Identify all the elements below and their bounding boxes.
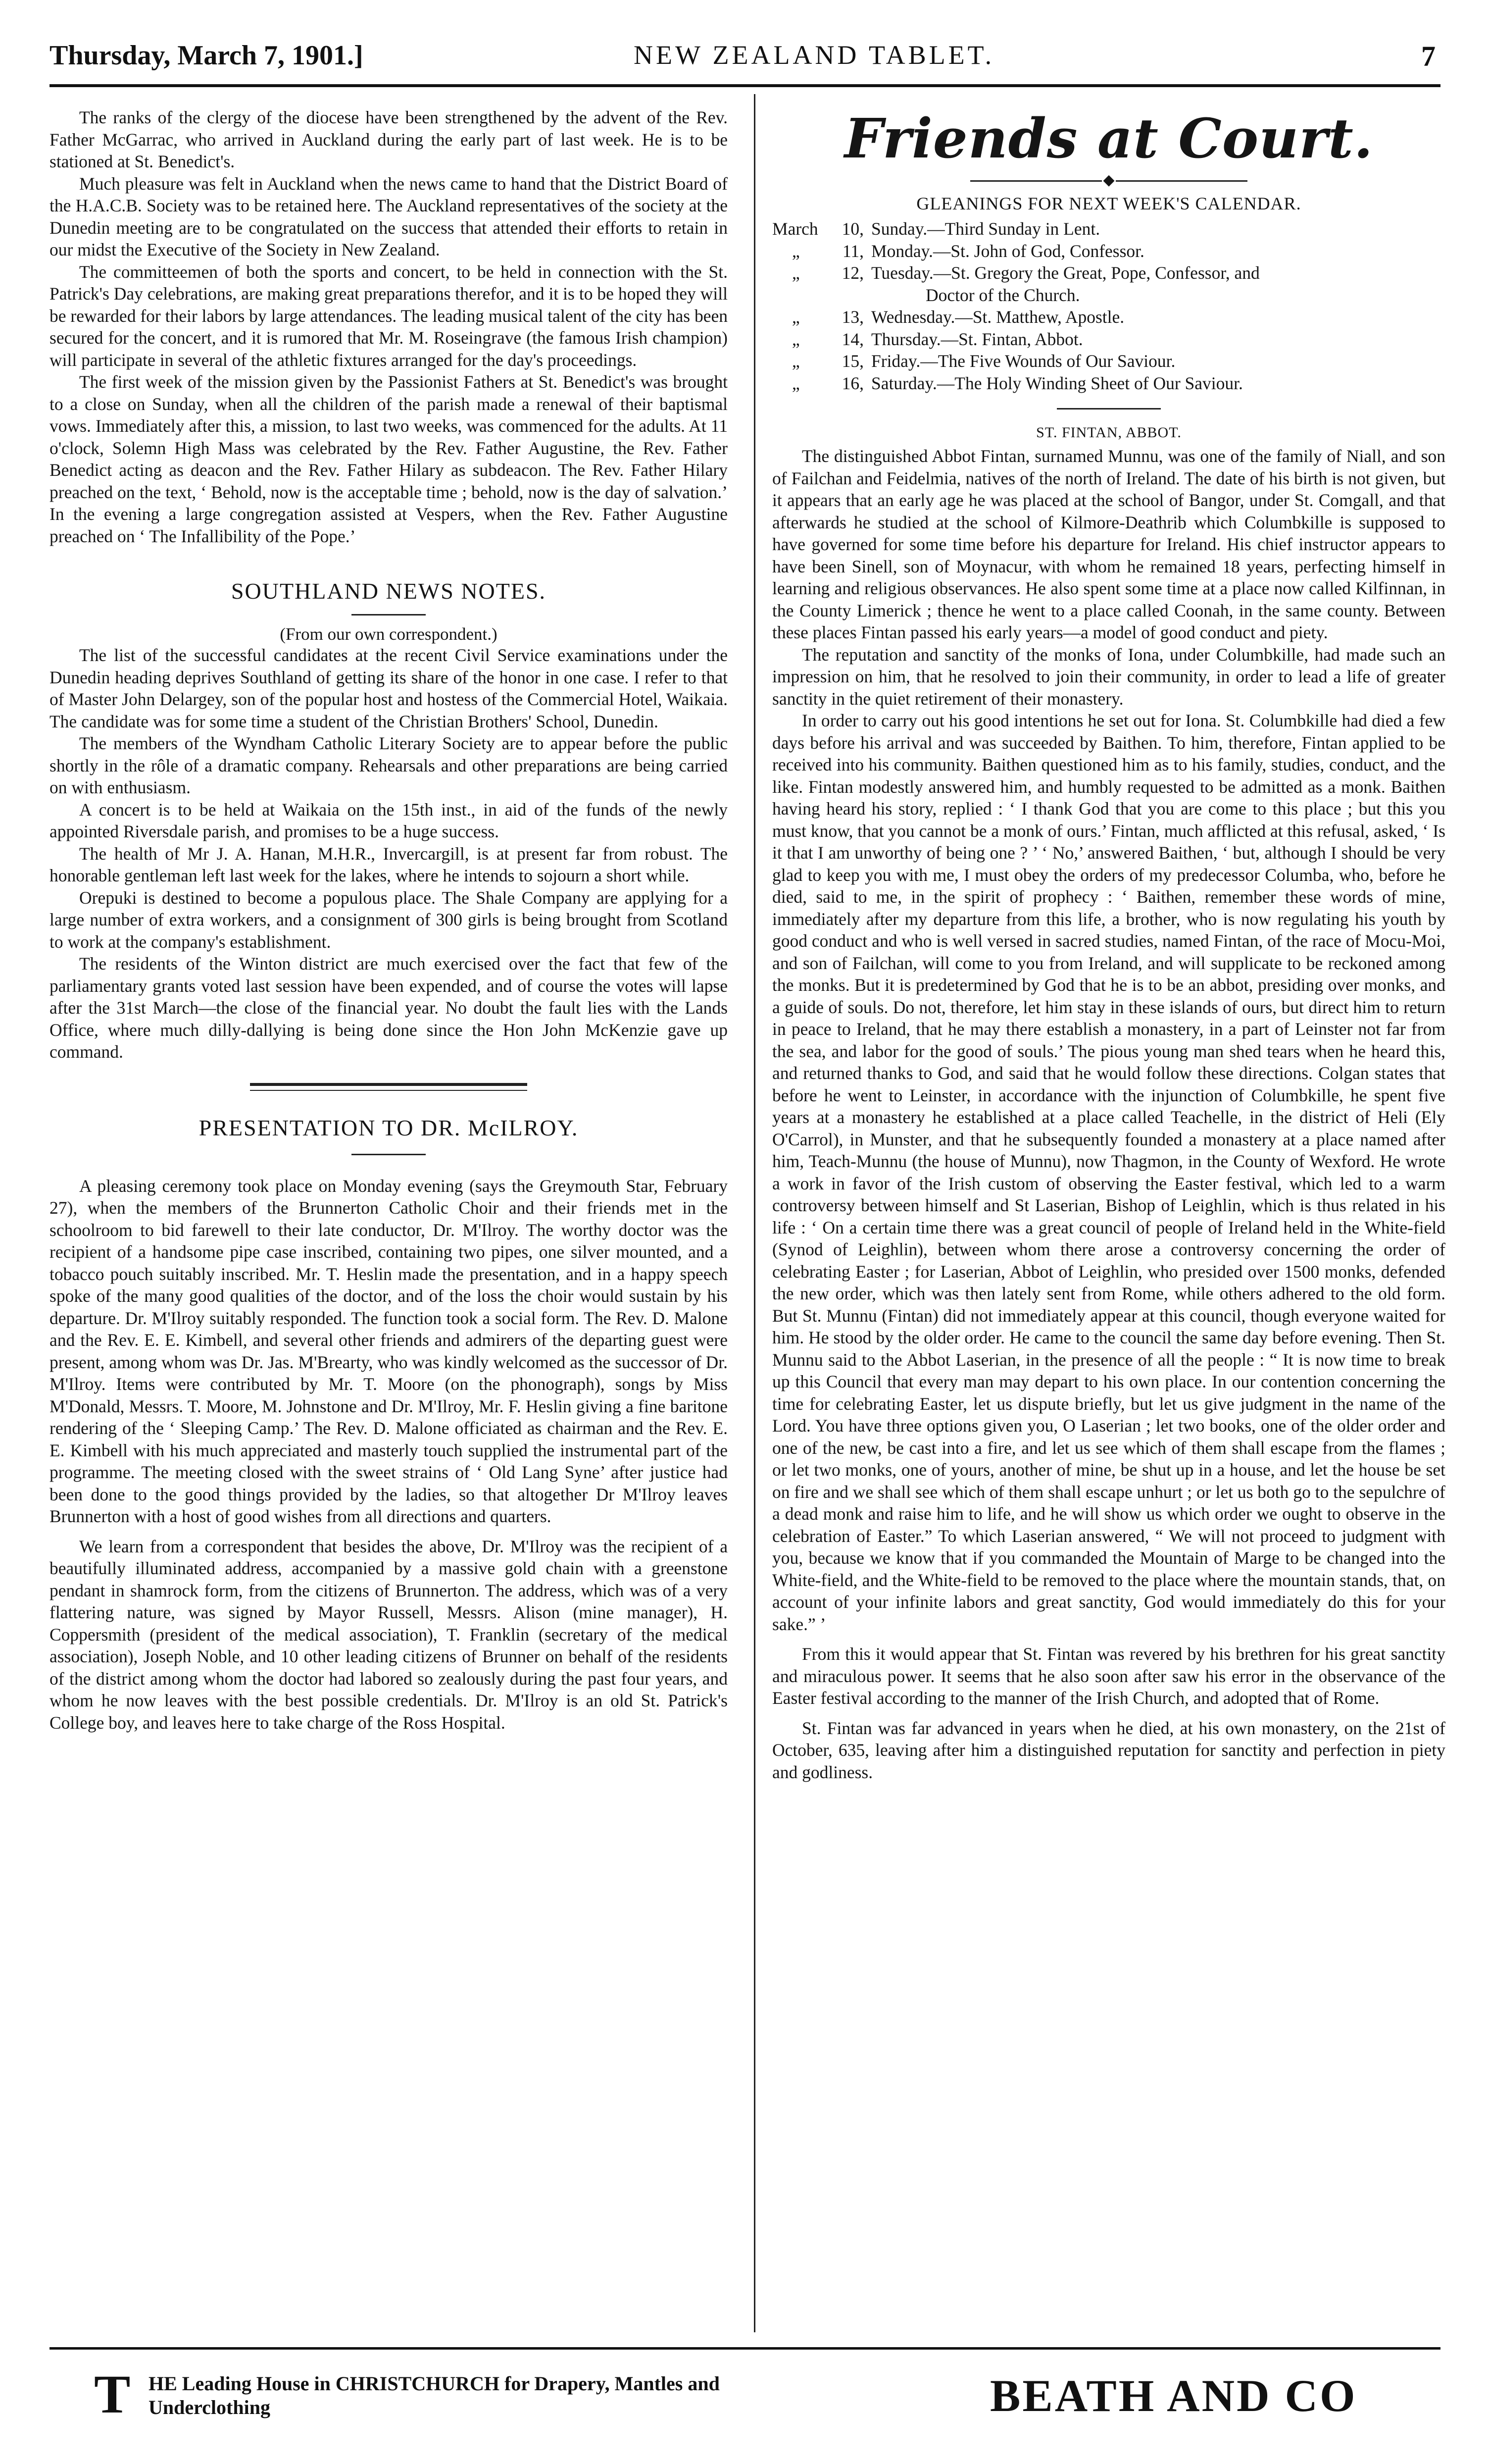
friends-at-court-title: Friends at Court. (844, 106, 1374, 170)
drop-capital: T (94, 2364, 131, 2424)
calendar-month: „ (792, 373, 800, 393)
calendar-day: 14, (842, 329, 864, 349)
paragraph: Much pleasure was felt in Auckland when the news came to hand that the District Board of the H.A.C.B. Society was to be retained here. The Auckland representatives of the society at the Dunedin meeting are to be congratulated on the success that attended their efforts to retain in our midst the Executive of the Society in New Zealand. (50, 173, 728, 259)
calendar-entry (772, 306, 1445, 328)
footer-advertisement (50, 2347, 1440, 2446)
paragraph: The ranks of the clergy of the diocese have been strengthened by the advent of the Rev. Father McGarrac, who arrived in Auckland during the early part of last week. He is to be stationed at St. Benedict's. (50, 107, 728, 171)
calendar-month: „ (792, 263, 800, 283)
calendar-text: Monday.—St. John of God, Confessor. (871, 241, 1144, 261)
paragraph: St. Fintan was far advanced in years when he died, at his own monastery, on the 21st of October, 635, leaving after him a distinguished reputation for sanctity and perfection in piety and godliness. (772, 1718, 1445, 1782)
right-column (772, 106, 1445, 1783)
paragraph: The members of the Wyndham Catholic Literary Society are to appear before the public shortly in the rôle of a dramatic company. Rehearsals and other preparations are being carried on with enthusiasm. (50, 733, 728, 797)
paragraph: The residents of the Winton district are much exercised over the fact that few of the parliamentary grants voted last session have been expended, and of course the votes will lapse after the 31st March—the close of the financial year. No doubt the fault lies with the Lands Office, where much dilly-dallying is being done since the Hon John McKenzie gave up command. (50, 954, 728, 1062)
calendar-text: Sunday.—Third Sunday in Lent. (871, 219, 1100, 239)
column-divider (754, 94, 755, 2332)
calendar-month: „ (792, 329, 800, 349)
calendar-day: 16, (842, 373, 864, 393)
paragraph: The reputation and sanctity of the monks of Iona, under Columbkille, had made such an impression on him, that he resolved to join their community, in order to lead a life of greater sanctity in the quiet retirement of their monastery. (772, 644, 1445, 709)
masthead: NEW ZEALAND TABLET. (634, 40, 995, 70)
paragraph: The distinguished Abbot Fintan, surnamed Munnu, was one of the family of Niall, and son of Failchan and Feidelmia, natives of the north of Ireland. The date of his birth is not given, but it appears that an early age he was placed at the school of Bangor, under St. Comgall, and that afterwards he studied at the school of Kilmore-Deathrib which Columbkille is supposed to have governed for some time before his departure for Ireland. His chief instructor appears to have been Sinell, son of Moynacur, with whom he remained 18 years, perfecting himself in learning and religious observances. He also spent some time at a place now called Kilfinnan, in the County Limerick ; thence he went to a place called Coonah, in the same county. Between these places Fintan passed his early years—a model of good conduct and piety. (772, 446, 1445, 642)
paragraph: The health of Mr J. A. Hanan, M.H.R., Invercargill, is at present far from robust. The honorable gentleman left last week for the lakes, where he intends to sojourn a short while. (50, 843, 728, 885)
calendar-month: „ (792, 241, 800, 261)
paragraph: We learn from a correspondent that besides the above, Dr. M'Ilroy was the recipient of a beautifully illuminated address, accompanied by a massive gold chain with a greenstone pendant in shamrock form, from the citizens of Brunnerton. The address, which was of a very flattering nature, was signed by Mayor Russell, Messrs. Alison (mine manager), H. Coppersmith (president of the medical association), T. Franklin (secretary of the medical association), Joseph Noble, and 10 other leading citizens of Brunner on behalf of the residents of the district among whom the doctor had labored so zealously during the past four years, and whom he now leaves with the best possible credentials. Dr. M'Ilroy is an old St. Patrick's College boy, and leaves here to take charge of the Ross Hospital. (50, 1536, 728, 1733)
calendar-text: Wednesday.—St. Matthew, Apostle. (871, 307, 1125, 327)
paragraph: A pleasing ceremony took place on Monday evening (says the Greymouth Star, February 27), when the members of the Brunnerton Catholic Choir and their friends met in the schoolroom to bid farewell to their late conductor, Dr. M'Ilroy. The worthy doctor was the recipient of a handsome pipe case inscribed, containing two pipes, one silver mounted, and a tobacco pouch suitably inscribed. Mr. T. Heslin made the presentation, and in a happy speech spoke of the many good qualities of the doctor, and of the loss the choir would sustain by his departure. Dr. M'Ilroy suitably responded. The function took a social form. The Rev. D. Malone and the Rev. E. E. Kimbell, and several other friends and admirers of the departing guest were present, among whom was Dr. Jas. M'Brearty, who was kindly welcomed as the successor of Dr. M'Ilroy. Items were contributed by Mr. T. Moore (on the phonograph), songs by Miss M'Donald, Messrs. T. Moore, M. Johnstone and Dr. M'Ilroy, Mr. F. Heslin giving a fine baritone rendering of the ‘ Sleeping Camp.’ The Rev. D. Malone officiated as chairman and the Rev. E. E. Kimbell with his much appreciated and masterly touch supplied the instrumental part of the programme. The meeting closed with the sweet strains of ‘ Old Lang Syne’ after justice had been done to the good things provided by the ladies, so that altogether Dr M'Ilroy leaves Brunnerton with a host of good wishes from all directions and quarters. (50, 1176, 728, 1526)
left-column (50, 106, 728, 1734)
paragraph: The committeemen of both the sports and concert, to be held in connection with the St. Patrick's Day celebrations, are making great preparations therefor, and it is to be hoped they will be rewarded for their labors by large attendances. The leading musical talent of the city has been secured for the concert, and it is rumored that Mr. M. Roseingrave (the famous Irish champion) will participate in several of the athletic fixtures arranged for the day's proceedings. (50, 261, 728, 370)
paragraph: Orepuki is destined to become a populous place. The Shale Company are applying for a large number of extra workers, and a consignment of 300 girls is being brought from Scotland to work at the company's establishment. (50, 887, 728, 952)
diamond-ornament-icon: ◆ (1102, 173, 1116, 187)
section-divider (250, 1083, 527, 1091)
calendar-day: 10, (842, 219, 864, 239)
advertisement-line: HE Leading House in CHRISTCHURCH for Drapery, Mantles and (149, 2372, 720, 2395)
calendar-day: 15, (842, 351, 864, 371)
paragraph: In order to carry out his good intentions he set out for Iona. St. Columbkille had died a few days before his arrival and was succeeded by Baithen. To him, therefore, Fintan applied to be received into his community. Baithen questioned him as to his family, studies, conduct, and the like. Fintan modestly answered him, and humbly requested to be admitted as a monk. Baithen having heard his story, replied : ‘ I thank God that you are come to this place ; but this you must know, that you cannot be a monk of ours.’ Fintan, much afflicted at this refusal, asked, ‘ Is it that I am unworthy of being one ? ’ ‘ No,’ answered Baithen, ‘ but, although I should be very glad to keep you with me, I must obey the orders of my predecessor Columba, who, before he died, said to me, in the spirit of prophecy : ‘ Baithen, remember these words of mine, immediately after my departure from this life, a brother, who is now regulating his youth by good conduct and who is well versed in sacred studies, named Fintan, of the race of Mocu-Moi, and son of Failchan, will come to you from Ireland, and will supplicate to be reckoned among the monks. But it is predetermined by God that he is to be an abbot, presiding over monks, and a guide of souls. Do not, therefore, let him stay in these islands of ours, but direct him to return in peace to Ireland, that he may there establish a monastery, in a part of Leinster not far from the sea, and labor for the good of souls.’ The pious young man shed tears when he heard this, and returned thanks to God, and said that he would follow these directions. Colgan states that before he went to Leinster, in accordance with the injunction of Columbkille, he spent five years at a monastery he established at a place called Teachelle, in the district of Heli (Ely O'Carrol), in Munster, and that he subsequently founded a monastery at a place named after him, Teach-Munnu (the house of Munnu), now Thagmon, in the County of Wexford. He wrote a work in favor of the Irish custom of observing the Easter festival, which led to a warm controversy between himself and St Laserian, Bishop of Leighlin, which is thus related in his life : ‘ On a certain time there was a great council of people of Ireland held in the White-field (Synod of Leighlin), between whom there arose a controversy concerning the order of celebrating Easter ; for Laserian, Abbot of Leighlin, who presided over 1500 monks, defended the new order, which was then lately sent from Rome, while others adhered to the old form. But St. Munnu (Fintan) did not immediately appear at this council, though everyone waited for him. He stood by the older order. He came to the council the same day before evening. Then St. Munnu said to the Abbot Laserian, in the presence of all the people : “ It is now time to break up this Council that every man may depart to his own place. In our contention concerning the time for celebrating Easter, let us dispute briefly, but let us give judgment in the name of the Lord. You have three options given you, O Laserian ; let two books, one of the older order and one of the new, be cast into a fire, and let us see which of them shall escape from the flames ; or let two monks, one of yours, another of mine, be shut up in a house, and let the house be set on fire and we shall see which of them shall escape unhurt ; or let us both go to the sepulchre of a dead monk and raise him to life, and he will show us which order we ought to observe in the celebration of Easter.” To which Laserian answered, “ We will not proceed to judgment with you, because we know that if you commanded the Mountain of Marge to be changed into the White-field, and the White-field to be removed to the place where the mountain stands, that, on account of your infinite labors and great sanctity, God would immediately do this for your sake.” ’ (772, 711, 1445, 1634)
calendar-day: 13, (842, 307, 864, 327)
paragraph: From this it would appear that St. Fintan was revered by his brethren for his great sanctity and miraculous power. It seems that he also soon after saw his error in the observance of the Easter festival according to the manner of the Irish Church, and adopted that of Rome. (772, 1644, 1445, 1708)
advertisement-line: Underclothing (149, 2396, 270, 2418)
calendar-day: 11, (842, 241, 864, 261)
calendar-entry (772, 240, 1445, 262)
correspondent-byline: (From our own correspondent.) (280, 624, 497, 644)
calendar-month: „ (792, 351, 800, 371)
calendar-month: March (772, 219, 818, 239)
calendar-day: 12, (842, 263, 864, 283)
page-header (50, 40, 1440, 87)
calendar-text: Thursday.—St. Fintan, Abbot. (871, 329, 1083, 349)
presentation-heading: PRESENTATION TO DR. McILROY. (199, 1115, 579, 1140)
calendar-text: Saturday.—The Holy Winding Sheet of Our Saviour. (871, 373, 1243, 393)
footer-rule (50, 2347, 1440, 2350)
article-heading: ST. FINTAN, ABBOT. (1036, 424, 1182, 441)
calendar-heading: GLEANINGS FOR NEXT WEEK'S CALENDAR. (916, 194, 1301, 213)
calendar-entry (772, 328, 1445, 351)
calendar-entry (772, 372, 1445, 395)
calendar-entry (772, 350, 1445, 372)
calendar-text-continued: Doctor of the Church. (926, 285, 1080, 305)
calendar-entry (772, 218, 1445, 240)
paragraph: The list of the successful candidates at the recent Civil Service examinations under the Dunedin heading deprives Southland of getting its share of the honor in one case. I refer to that of Master John Delargey, son of the popular host and hostess of the Commercial Hotel, Waikaia. The candidate was for some time a student of the Christian Brothers' School, Dunedin. (50, 645, 728, 731)
calendar-text: Tuesday.—St. Gregory the Great, Pope, Confessor, and (871, 263, 1260, 283)
page-number: 7 (1421, 40, 1436, 72)
advertiser-brand: BEATH AND CO (990, 2370, 1357, 2421)
advertisement-text (149, 2372, 842, 2419)
calendar-text: Friday.—The Five Wounds of Our Saviour. (871, 351, 1176, 371)
paragraph: The first week of the mission given by the Passionist Fathers at St. Benedict's was brought to a close on Sunday, when all the children of the parish made a renewal of their baptismal vows. Immediately after this, a mission, to last two weeks, was commenced for the adults. At 11 o'clock, Solemn High Mass was celebrated by the Rev. Father Augustine, the Rev. Father Benedict acting as deacon and the Rev. Father Hilary as subdeacon. The Rev. Father Hilary preached on the text, ‘ Behold, now is the acceptable time ; behold, now is the day of salvation.’ In the evening a large congregation assisted at Vespers, when the Rev. Father Augustine preached on ‘ The Infallibility of the Pope.’ (50, 372, 728, 546)
calendar-month: „ (792, 307, 800, 327)
paragraph: A concert is to be held at Waikaia on the 15th inst., in aid of the funds of the newly appointed Riversdale parish, and promises to be a huge success. (50, 799, 728, 841)
calendar-entry (772, 262, 1445, 284)
southland-heading: SOUTHLAND NEWS NOTES. (231, 578, 546, 604)
ornamental-rule (970, 173, 1247, 188)
calendar-list (772, 218, 1445, 394)
calendar-entry-continued (772, 284, 1445, 307)
header-date: Thursday, March 7, 1901.] (50, 40, 363, 71)
